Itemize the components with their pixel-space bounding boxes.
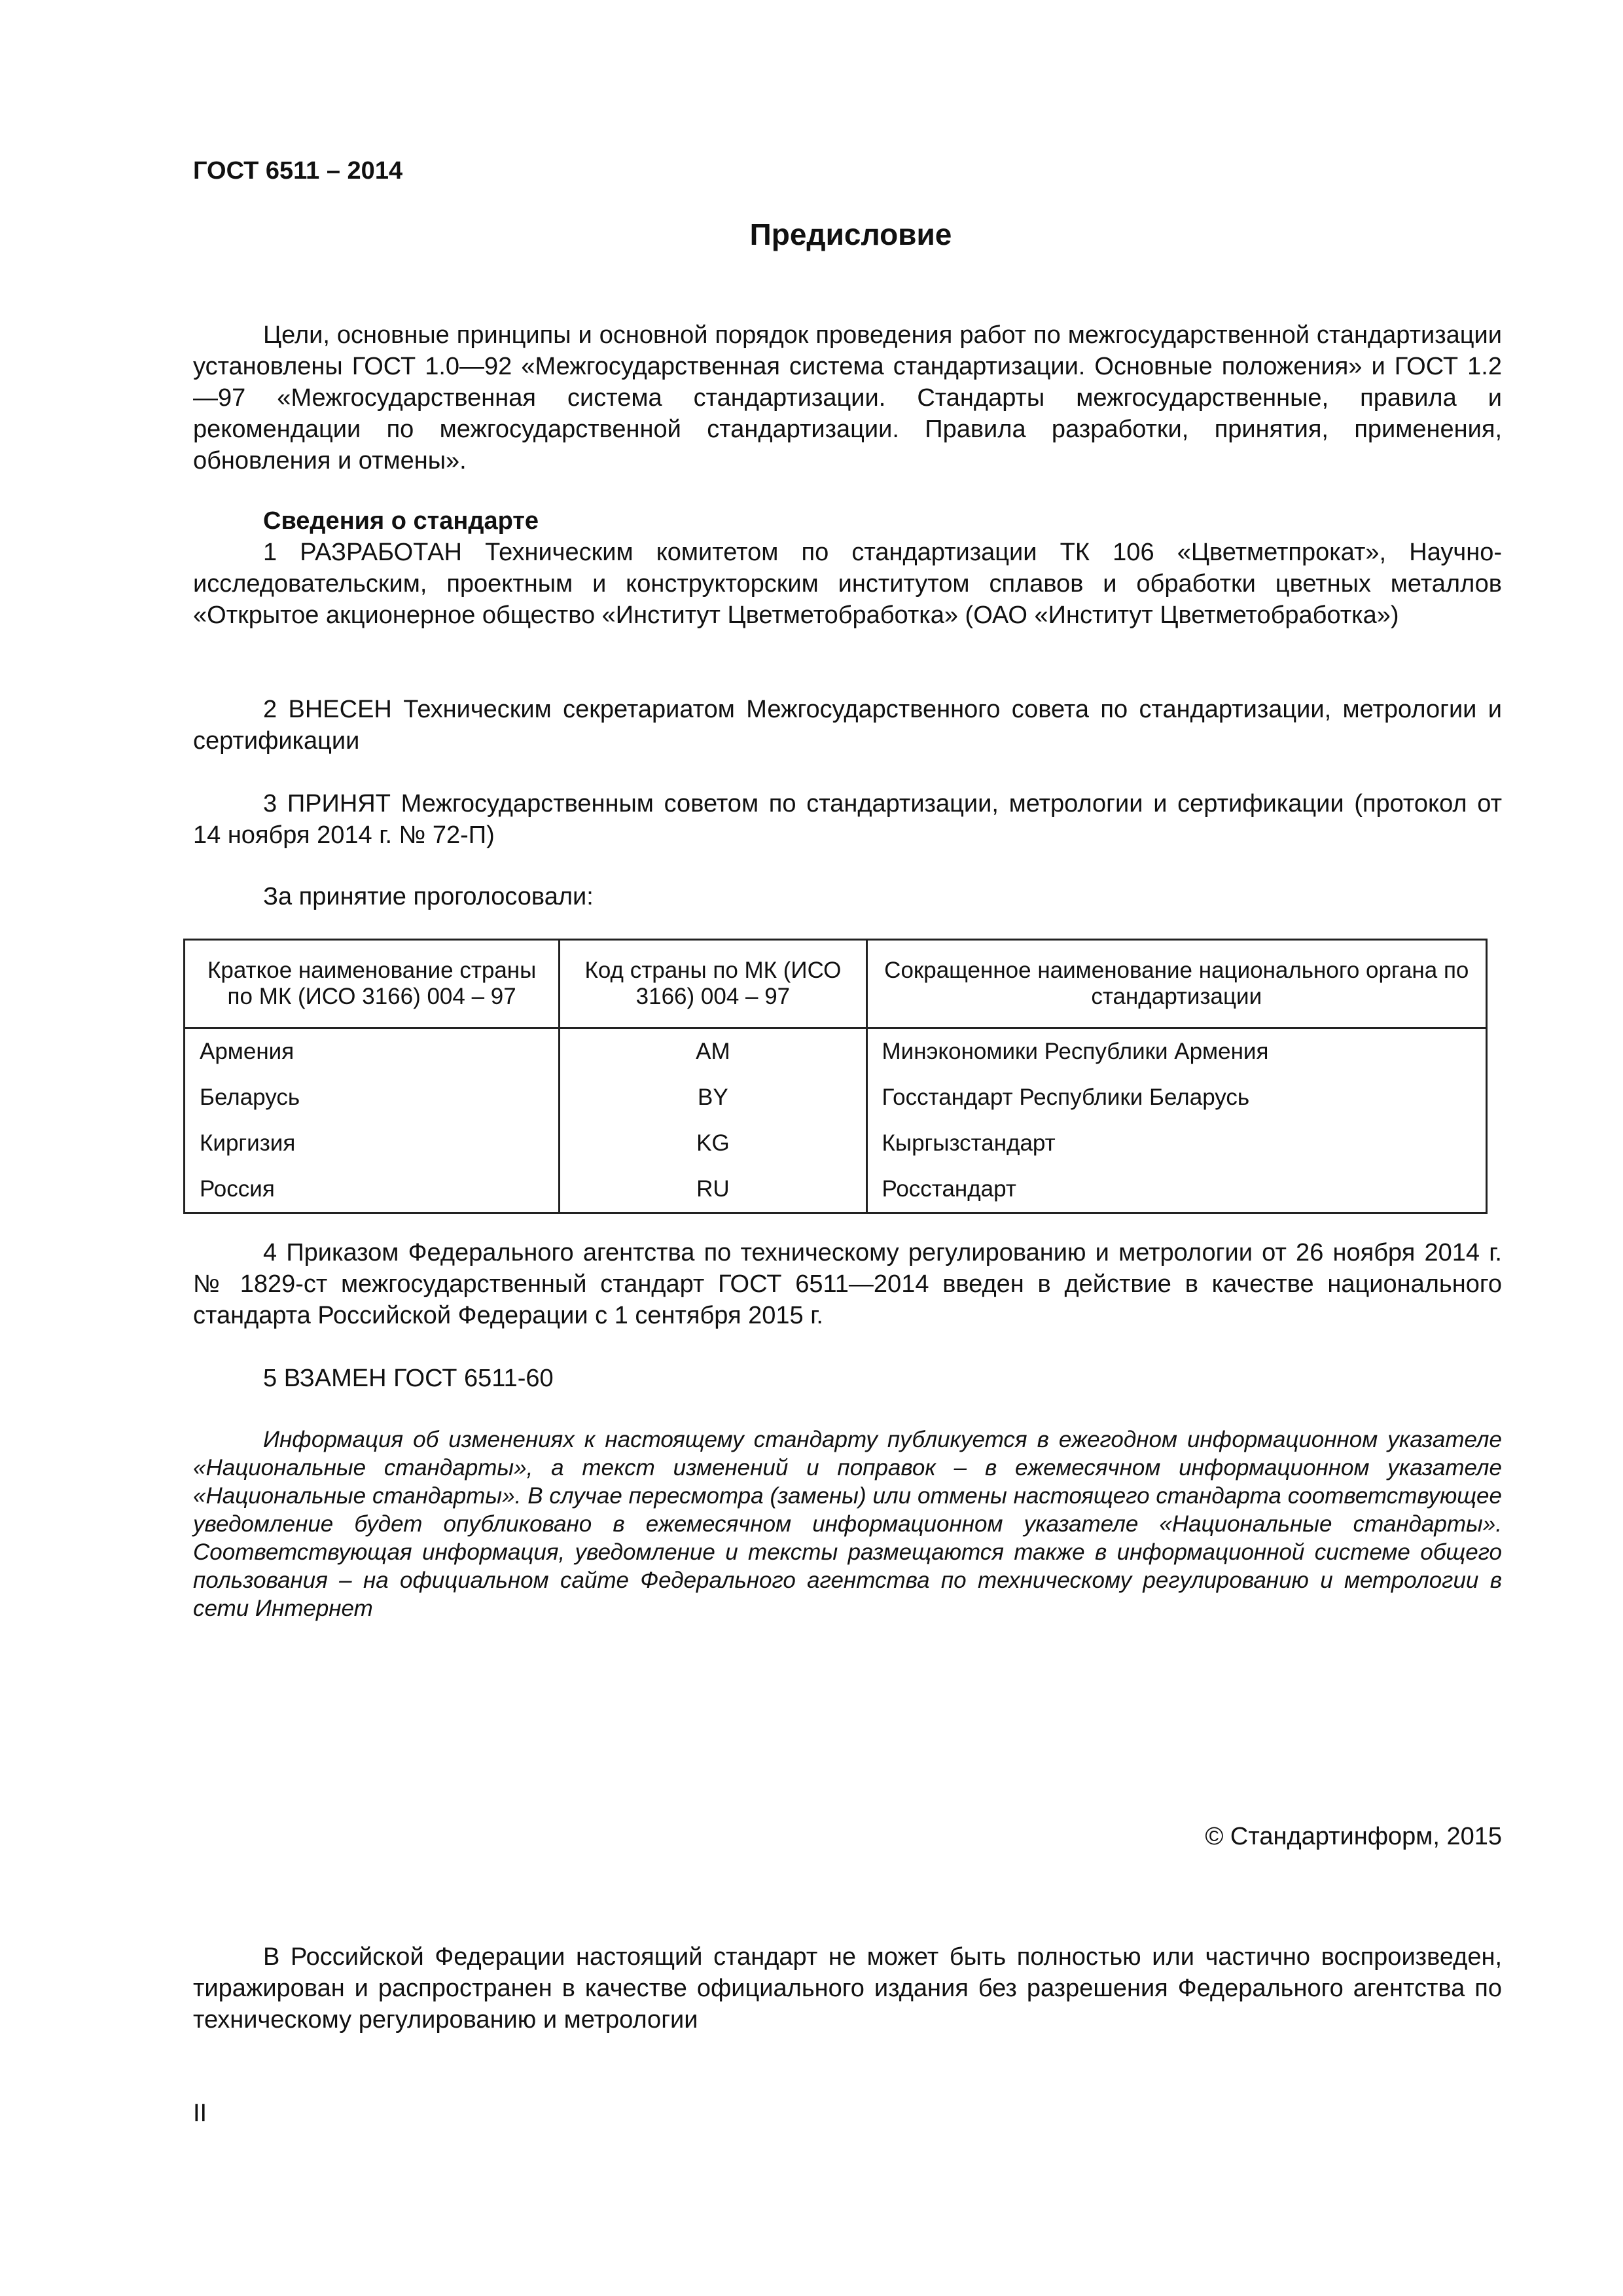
table-row (185, 1121, 1487, 1166)
table-header-code: Код страны по МК (ИСО 3166) 004 – 97 (560, 940, 866, 1028)
country-code: BY (560, 1075, 866, 1121)
table-row (185, 1028, 1487, 1075)
voted-label: За принятие проголосовали: (263, 883, 594, 910)
standards-body: Росстандарт (866, 1166, 1486, 1213)
item-replaces: 5 ВЗАМЕН ГОСТ 6511-60 (263, 1365, 554, 1392)
table-header-country: Краткое наименование страны по МК (ИСО 3166) 004 – 97 (185, 940, 560, 1028)
page-title: Предисловие (749, 217, 952, 251)
intro-paragraph: Цели, основные принципы и основной порядок проведения работ по межгосударственной стандартизации установлены ГОСТ 1.0—92 «Межгосударственная система стандартизации. Основные положения» и ГОСТ 1.2—97 «Межгосударственная система стандартизации. Стандарты межгосударственные, правила и рекомендации по межгосударственной стандартизации. Правила разработки, принятия, применения, обновления и отмены». (193, 321, 1502, 475)
standards-body: Госстандарт Республики Беларусь (866, 1075, 1486, 1121)
item-developed: 1 РАЗРАБОТАН Техническим комитетом по стандартизации ТК 106 «Цветметпрокат», Научно-исследовательским, проектным и конструкторским институтом сплавов и обработки цветных металлов «Открытое акционерное общество «Институт Цветметобработка» (ОАО «Институт Цветметобработка») (193, 539, 1502, 629)
item-enacted: 4 Приказом Федерального агентства по техническому регулированию и метрологии от 26 ноября 2014 г. № 1829-ст межгосударственный стандарт ГОСТ 6511—2014 введен в действие в качестве национального стандарта Российской Федерации с 1 сентября 2015 г. (193, 1239, 1502, 1329)
page-number: II (193, 2100, 207, 2127)
country-name: Киргизия (185, 1121, 560, 1166)
country-name: Армения (185, 1028, 560, 1075)
item-adopted: 3 ПРИНЯТ Межгосударственным советом по стандартизации, метрологии и сертификации (протокол от 14 ноября 2014 г. № 72-П) (193, 790, 1502, 849)
country-code: KG (560, 1121, 866, 1166)
item-submitted: 2 ВНЕСЕН Техническим секретариатом Межгосударственного совета по стандартизации, метрологии и сертификации (193, 696, 1502, 755)
amendments-info-note: Информация об изменениях к настоящему стандарту публикуется в ежегодном информационном указателе «Национальные стандарты», а текст изменений и поправок – в ежемесячном информационном указателе «Национальные стандарты». В случае пересмотра (замены) или отмены настоящего стандарта соответствующее уведомление будет опубликовано в ежемесячном информационном указателе «Национальные стандарты». Соответствующая информация, уведомление и тексты размещаются также в информационной системе общего пользования – на официальном сайте Федерального агентства по техническому регулированию и метрологии в сети Интернет (193, 1427, 1502, 1621)
country-name: Россия (185, 1166, 560, 1213)
table-header-row (185, 940, 1487, 1028)
document-code-header: ГОСТ 6511 – 2014 (193, 157, 403, 185)
copyright-notice: © Стандартинформ, 2015 (1205, 1823, 1502, 1850)
table-row (185, 1075, 1487, 1121)
table-row (185, 1166, 1487, 1213)
country-name: Беларусь (185, 1075, 560, 1121)
table-header-body: Сокращенное наименование национального органа по стандартизации (866, 940, 1486, 1028)
standards-body: Кыргызстандарт (866, 1121, 1486, 1166)
standards-body: Минэкономики Республики Армения (866, 1028, 1486, 1075)
country-code: RU (560, 1166, 866, 1213)
reproduction-rights-note: В Российской Федерации настоящий стандарт не может быть полностью или частично воспроизведен, тиражирован и распространен в качестве официального издания без разрешения Федерального агентства по техническому регулированию и метрологии (193, 1943, 1502, 2034)
country-code: AM (560, 1028, 866, 1075)
about-standard-heading: Сведения о стандарте (263, 507, 539, 535)
voting-countries-table (183, 939, 1488, 1214)
